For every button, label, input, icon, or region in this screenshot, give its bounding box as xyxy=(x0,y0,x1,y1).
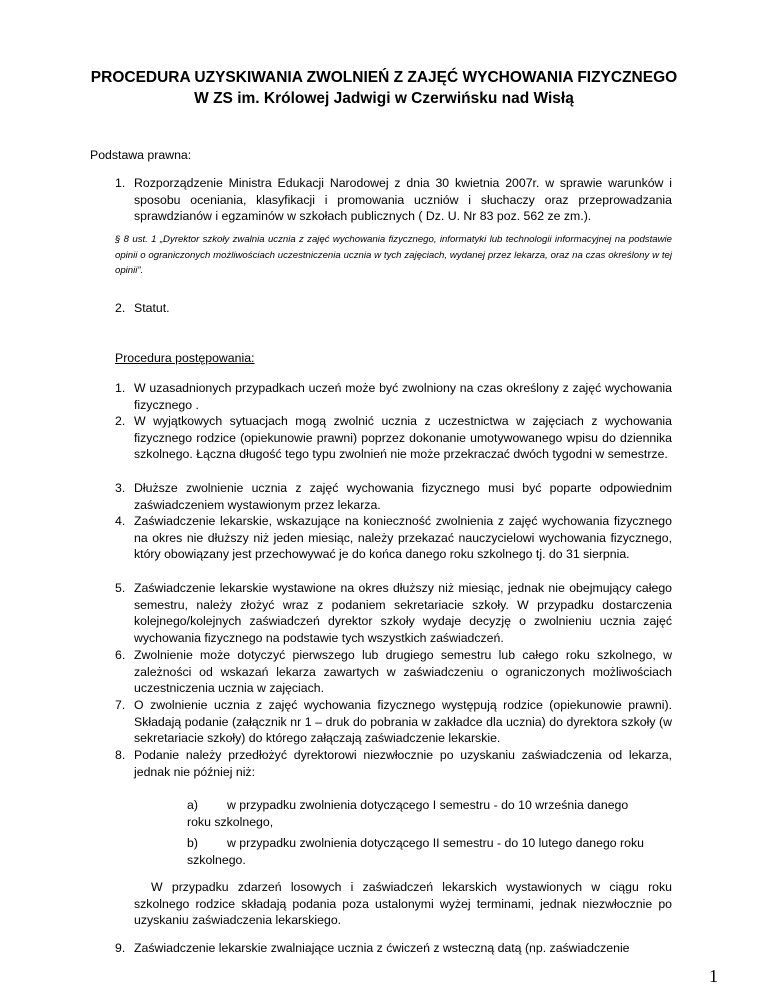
procedure-item: O zwolnienie ucznia z zajęć wychowania fizycznego występują rodzice (opiekunowie prawni). Składają podanie (załącznik nr 1 – druk do pobrania w zakładce dla ucznia) do dyrektora szkoły (w sekretariacie szkoły) do którego załączają zaświadczenie lekarskie. xyxy=(134,698,672,746)
procedure-item-number: 9. xyxy=(115,941,126,955)
deadline-sub-item xyxy=(187,835,672,869)
sub-item-label: b) xyxy=(187,836,198,850)
procedure-item: W wyjątkowych sytuacjach mogą zwolnić ucznia z uczestnictwa w zajęciach z wychowania fizycznego rodzice (opiekunowie prawni) poprzez dokonanie umotywowanego wpisu do dziennika szkolnego. Łączna długość tego typu zwolnień nie może przekraczać dwóch tygodni w semestrze. xyxy=(134,414,672,462)
procedure-item: Zaświadczenie lekarskie zwalniające ucznia z ćwiczeń z wsteczną datą (np. zaświadczenie xyxy=(134,941,630,955)
document-title-line-2: W ZS im. Królowej Jadwigi w Czerwińsku nad Wisłą xyxy=(194,90,574,107)
legal-basis-item-number: 2. xyxy=(115,301,126,315)
procedure-item-number: 5. xyxy=(115,581,126,595)
late-submission-note: W przypadku zdarzeń losowych i zaświadczeń lekarskich wystawionych w ciągu roku szkolnego rodzice składają podania poza ustalonymi wyżej terminami, jednak niezwłocznie po uzyskaniu zaświadczenia lekarskiego. xyxy=(134,880,672,928)
procedure-item: Zaświadczenie lekarskie wystawione na okres dłuższy niż miesiąc, jednak nie obejmujący całego semestru, należy złożyć wraz z podaniem sekretariacie szkoły. W przypadku dostarczenia kolejnego/kolejnych zaświadczeń dyrektor szkoły wydaje decyzję o zwolnieniu ucznia zajęć wychowania fizycznego na podstawie tych wszystkich zaświadczeń. xyxy=(134,581,672,645)
procedure-heading: Procedura postępowania: xyxy=(115,351,255,365)
procedure-item: W uzasadnionych przypadkach uczeń może być zwolniony na czas określony z zajęć wychowania fizycznego . xyxy=(134,381,672,412)
legal-basis-heading: Podstawa prawna: xyxy=(90,148,192,162)
sub-item-label: a) xyxy=(187,798,198,812)
legal-basis-item: Rozporządzenie Ministra Edukacji Narodowej z dnia 30 kwietnia 2007r. w sprawie warunków i sposobu oceniania, klasyfikacji i promowania uczniów i słuchaczy oraz przeprowadzania sprawdzianów i egzaminów w szkołach publicznych ( Dz. U. Nr 83 poz. 562 ze zm.). xyxy=(134,176,672,224)
sub-item-text: w przypadku zwolnienia dotyczącego I semestru - do 10 września danego xyxy=(227,798,629,812)
procedure-item-number: 8. xyxy=(115,748,126,762)
procedure-item: Dłuższe zwolnienie ucznia z zajęć wychowania fizycznego musi być poparte odpowiednim zaświadczeniem wystawionym przez lekarza. xyxy=(134,481,672,512)
procedure-item: Zwolnienie może dotyczyć pierwszego lub drugiego semestru lub całego roku szkolnego, w zależności od wskazań lekarza zawartych w zaświadczeniu o ograniczonych możliwościach uczestniczenia ucznia w zajęciach. xyxy=(134,648,672,696)
document-title-line-1: PROCEDURA UZYSKIWANIA ZWOLNIEŃ Z ZAJĘĆ WYCHOWANIA FIZYCZNEGO xyxy=(90,69,678,86)
procedure-item-number: 7. xyxy=(115,698,126,712)
legal-basis-item: Statut. xyxy=(134,301,170,315)
procedure-item-number: 2. xyxy=(115,414,126,428)
legal-quote: § 8 ust. 1 „Dyrektor szkoły zwalnia ucznia z zajęć wychowania fizycznego, informatyki lub technologii informacyjnej na podstawie opinii o ograniczonych możliwościach uczestniczenia ucznia w tych zajęciach, wydanej przez lekarza, oraz na czas określony w tej opinii”. xyxy=(115,234,672,276)
procedure-item-number: 3. xyxy=(115,481,126,495)
sub-item-text-continued: szkolnego. xyxy=(187,853,246,867)
legal-basis-item-number: 1. xyxy=(115,176,126,190)
procedure-item-number: 6. xyxy=(115,648,126,662)
procedure-item-number: 1. xyxy=(115,381,126,395)
page-number: 1 xyxy=(709,966,718,986)
sub-item-text-continued: roku szkolnego, xyxy=(187,815,274,829)
procedure-item: Podanie należy przedłożyć dyrektorowi niezwłocznie po uzyskaniu zaświadczenia od lekarza, jednak nie później niż: xyxy=(134,748,672,779)
sub-item-text: w przypadku zwolnienia dotyczącego II semestru - do 10 lutego danego roku xyxy=(227,836,644,850)
deadline-sub-item xyxy=(187,797,672,831)
procedure-item-number: 4. xyxy=(115,514,126,528)
procedure-item: Zaświadczenie lekarskie, wskazujące na konieczność zwolnienia z zajęć wychowania fizycznego na okres nie dłuższy niż jeden miesiąc, należy przekazać nauczycielowi wychowania fizycznego, który obowiązany jest przechowywać je do końca danego roku szkolnego tj. do 31 sierpnia. xyxy=(134,514,672,562)
